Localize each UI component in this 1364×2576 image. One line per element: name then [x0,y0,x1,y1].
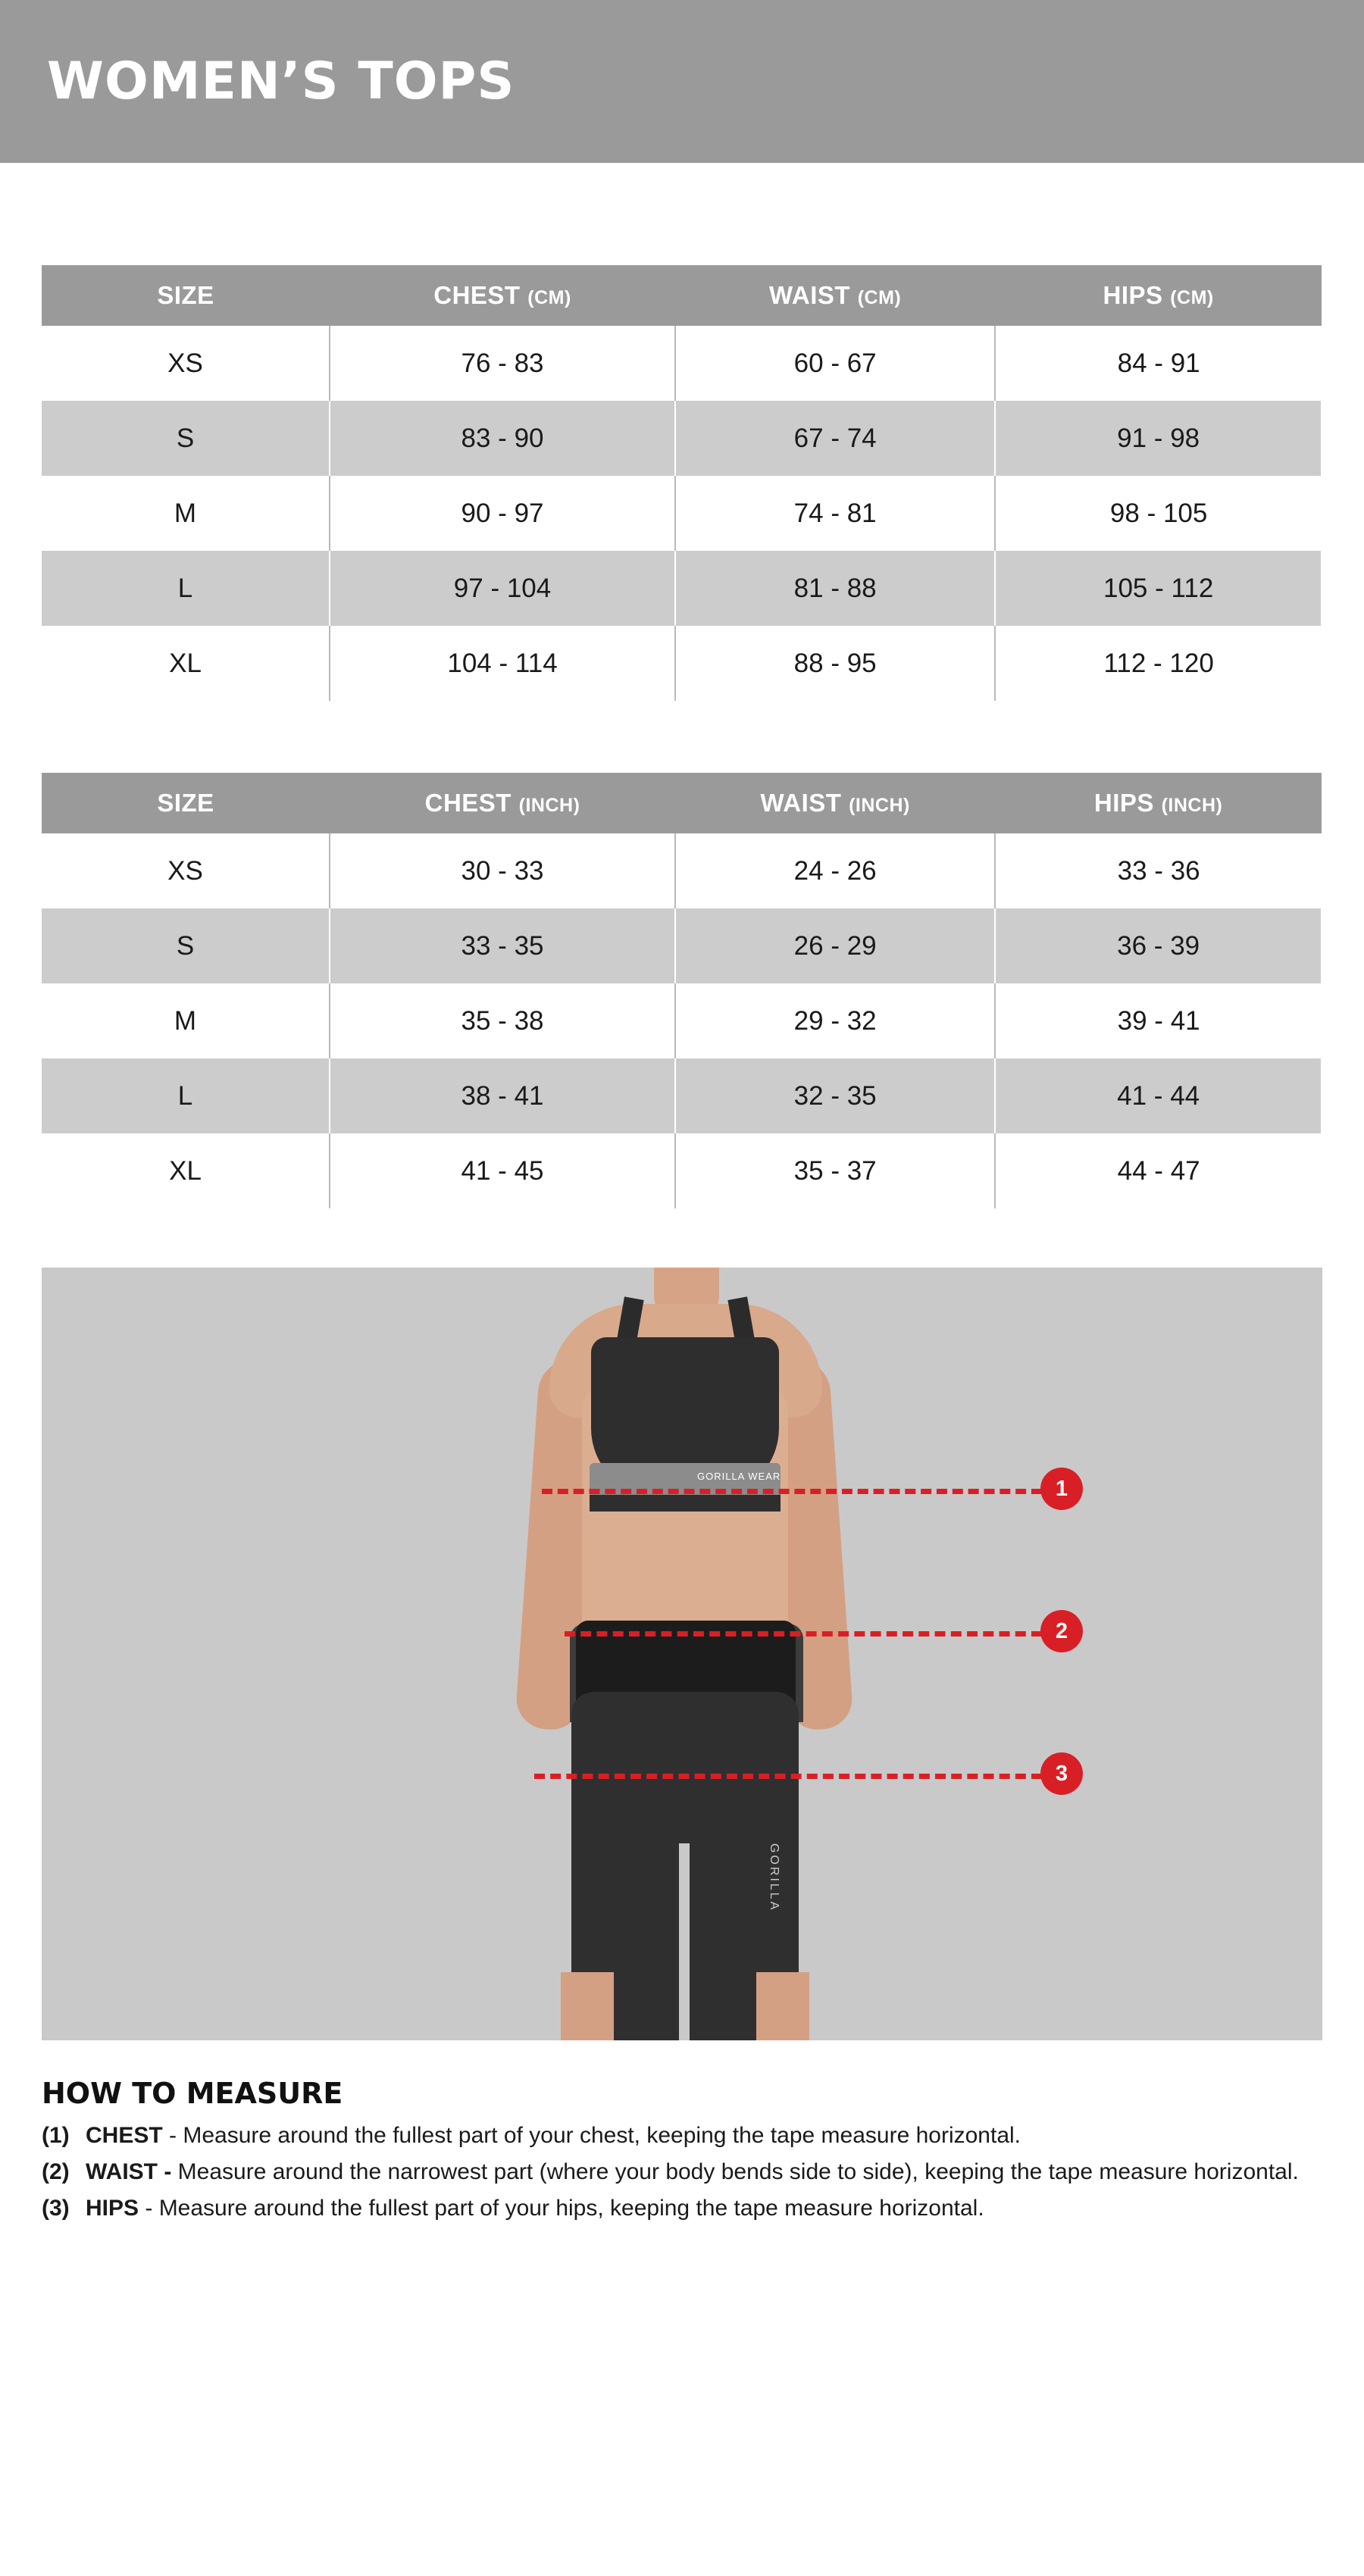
column-header-hips: HIPS (CM) [995,265,1322,326]
cell-chest: 90 - 97 [330,476,675,551]
cell-hips: 84 - 91 [995,326,1322,401]
table-row [42,401,1322,476]
cell-size: S [42,908,330,983]
item-label: WAIST - [86,2159,172,2184]
cell-hips: 41 - 44 [995,1058,1322,1133]
cell-size: M [42,476,330,551]
hips-measure-line [534,1774,1042,1779]
measurement-photo [42,1268,1322,2040]
item-label: CHEST [86,2123,163,2148]
cell-waist: 29 - 32 [675,983,995,1058]
cell-waist: 74 - 81 [675,476,995,551]
table-row [42,908,1322,983]
cell-hips: 98 - 105 [995,476,1322,551]
waist-measure-line [565,1631,1042,1637]
cell-hips: 39 - 41 [995,983,1322,1058]
chest-measure-line [542,1489,1042,1494]
item-number: (2) [42,2159,70,2184]
how-to-measure-title: HOW TO MEASURE [42,2077,343,2110]
cell-hips: 112 - 120 [995,626,1322,701]
how-to-measure-item-waist [42,2157,1322,2187]
cell-waist: 24 - 26 [675,833,995,908]
size-table-cm-wrapper [42,265,1322,701]
column-header-waist: WAIST (INCH) [675,773,995,833]
cell-chest: 35 - 38 [330,983,675,1058]
size-table-cm [42,265,1322,701]
chest-marker: 1 [1040,1468,1083,1510]
table-row [42,1058,1322,1133]
table-row [42,833,1322,908]
table-header-row [42,265,1322,326]
model-illustration [470,1268,894,2040]
cell-chest: 38 - 41 [330,1058,675,1133]
cell-size: L [42,551,330,626]
cell-waist: 60 - 67 [675,326,995,401]
how-to-measure-section [42,2040,1322,2224]
column-header-chest: CHEST (CM) [330,265,675,326]
cell-size: XL [42,1133,330,1208]
table-row [42,983,1322,1058]
legging-logo: GORILLA [768,1843,781,1912]
item-number: (3) [42,2195,70,2221]
cell-hips: 33 - 36 [995,833,1322,908]
cell-size: XL [42,626,330,701]
column-header-hips: HIPS (INCH) [995,773,1322,833]
column-header-size: SIZE [42,773,330,833]
cell-hips: 44 - 47 [995,1133,1322,1208]
cell-chest: 104 - 114 [330,626,675,701]
sports-bra-logo: GORILLA WEAR [697,1471,781,1482]
table-row [42,1133,1322,1208]
item-text [86,2121,1322,2151]
size-table-inch [42,773,1322,1208]
cell-waist: 81 - 88 [675,551,995,626]
item-text [86,2193,1322,2224]
table-row [42,326,1322,401]
cell-hips: 36 - 39 [995,908,1322,983]
table-row [42,476,1322,551]
item-text [86,2157,1322,2187]
column-header-waist: WAIST (CM) [675,265,995,326]
item-number: (1) [42,2123,70,2148]
column-header-size: SIZE [42,265,330,326]
cell-hips: 105 - 112 [995,551,1322,626]
size-table-inch-wrapper [42,773,1322,1208]
page-title: WOMEN’S TOPS [47,52,515,111]
sports-bra-hem [590,1495,781,1512]
how-to-measure-item-chest [42,2121,1322,2151]
cell-hips: 91 - 98 [995,401,1322,476]
cell-size: S [42,401,330,476]
cell-size: M [42,983,330,1058]
model-left-thigh [561,1972,614,2040]
waist-marker: 2 [1040,1610,1083,1652]
item-description: - Measure around the fullest part of your chest, keeping the tape measure horizontal. [162,2123,1021,2148]
cell-size: XS [42,326,330,401]
legging-leg-gap [679,1843,690,2040]
item-description: Measure around the narrowest part (where your body bends side to side), keeping the tape measure horizontal. [171,2159,1299,2184]
cell-size: XS [42,833,330,908]
table-header-row [42,773,1322,833]
item-description: - Measure around the fullest part of your hips, keeping the tape measure horizontal. [139,2195,984,2221]
cell-chest: 76 - 83 [330,326,675,401]
cell-waist: 67 - 74 [675,401,995,476]
cell-chest: 30 - 33 [330,833,675,908]
cell-size: L [42,1058,330,1133]
table-row [42,551,1322,626]
model-right-thigh [756,1972,809,2040]
item-label: HIPS [86,2195,139,2221]
table-row [42,626,1322,701]
cell-chest: 41 - 45 [330,1133,675,1208]
cell-chest: 33 - 35 [330,908,675,983]
cell-waist: 32 - 35 [675,1058,995,1133]
column-header-chest: CHEST (INCH) [330,773,675,833]
cell-waist: 35 - 37 [675,1133,995,1208]
cell-waist: 26 - 29 [675,908,995,983]
page-header [0,0,1364,163]
hips-marker: 3 [1040,1752,1083,1795]
how-to-measure-item-hips [42,2193,1322,2224]
cell-chest: 97 - 104 [330,551,675,626]
cell-chest: 83 - 90 [330,401,675,476]
cell-waist: 88 - 95 [675,626,995,701]
